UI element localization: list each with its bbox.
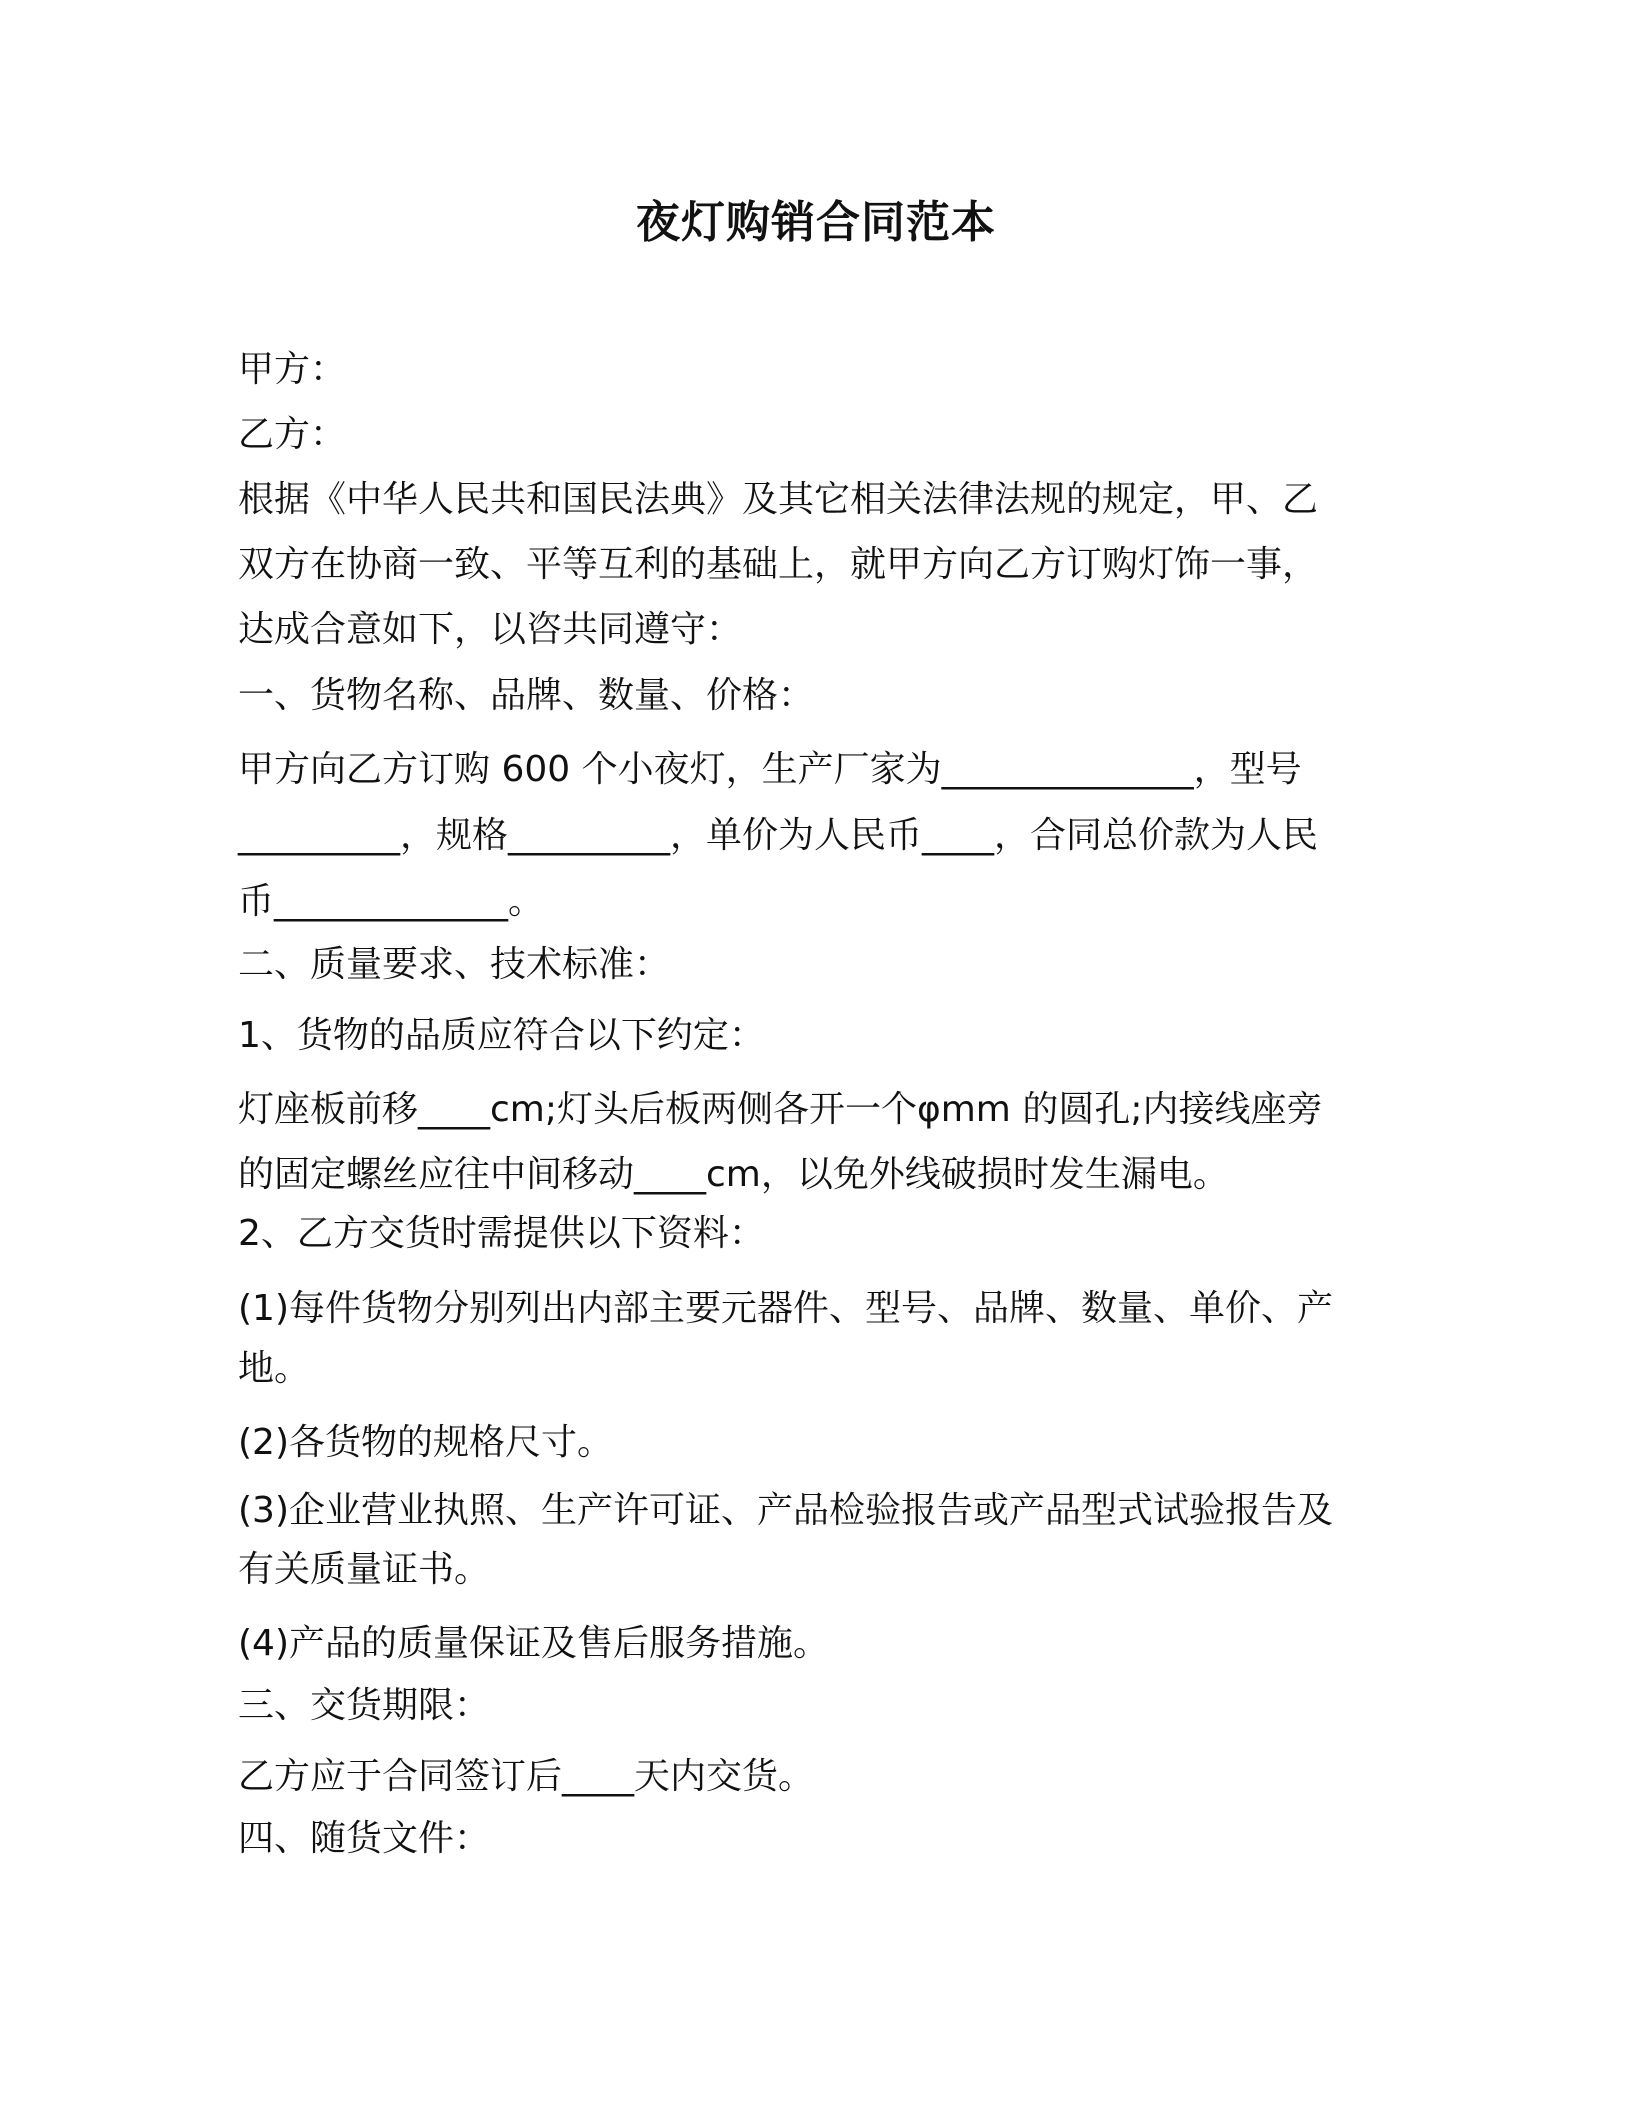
party-a-line: 甲方： (238, 349, 347, 390)
section-heading-delivery: 三、交货期限： (238, 1685, 491, 1726)
quality-item-1-heading: 1、货物的品质应符合以下约定： (238, 1015, 765, 1056)
quality-paragraph-line-1: 灯座板前移____cm;灯头后板两侧各开一个φmm 的圆孔;内接线座旁 (238, 1089, 1323, 1130)
preamble-line-3: 达成合意如下，以咨共同遵守： (238, 609, 743, 650)
preamble-line-2: 双方在协商一致、平等互利的基础上，就甲方向乙方订购灯饰一事， (238, 544, 1319, 585)
goods-paragraph-line-1: 甲方向乙方订购 600 个小夜灯，生产厂家为______________，型号 (238, 749, 1302, 790)
goods-paragraph-line-3: 币_____________。 (238, 881, 544, 922)
document-item-1-line-2: 地。 (238, 1348, 311, 1389)
party-b-line: 乙方： (238, 414, 347, 455)
document-item-1-line-1: (1)每件货物分别列出内部主要元器件、型号、品牌、数量、单价、产 (238, 1288, 1333, 1329)
quality-item-2-heading: 2、乙方交货时需提供以下资料： (238, 1213, 765, 1254)
document-item-3-line-1: (3)企业营业执照、生产许可证、产品检验报告或产品型式试验报告及 (238, 1490, 1333, 1531)
goods-paragraph-line-2: _________，规格_________，单价为人民币____，合同总价款为人民 (238, 815, 1319, 856)
section-heading-goods: 一、货物名称、品牌、数量、价格： (238, 675, 815, 716)
section-heading-documents: 四、随货文件： (238, 1818, 491, 1859)
section-heading-quality: 二、质量要求、技术标准： (238, 944, 671, 985)
document-item-2: (2)各货物的规格尺寸。 (238, 1422, 613, 1463)
document-item-4: (4)产品的质量保证及售后服务措施。 (238, 1623, 829, 1664)
preamble-line-1: 根据《中华人民共和国民法典》及其它相关法律法规的规定，甲、乙 (238, 479, 1319, 520)
quality-paragraph-line-2: 的固定螺丝应往中间移动____cm，以免外线破损时发生漏电。 (238, 1154, 1229, 1195)
document-item-3-line-2: 有关质量证书。 (238, 1549, 491, 1590)
page-title: 夜灯购销合同范本 (636, 197, 996, 248)
delivery-paragraph: 乙方应于合同签订后____天内交货。 (238, 1756, 815, 1797)
